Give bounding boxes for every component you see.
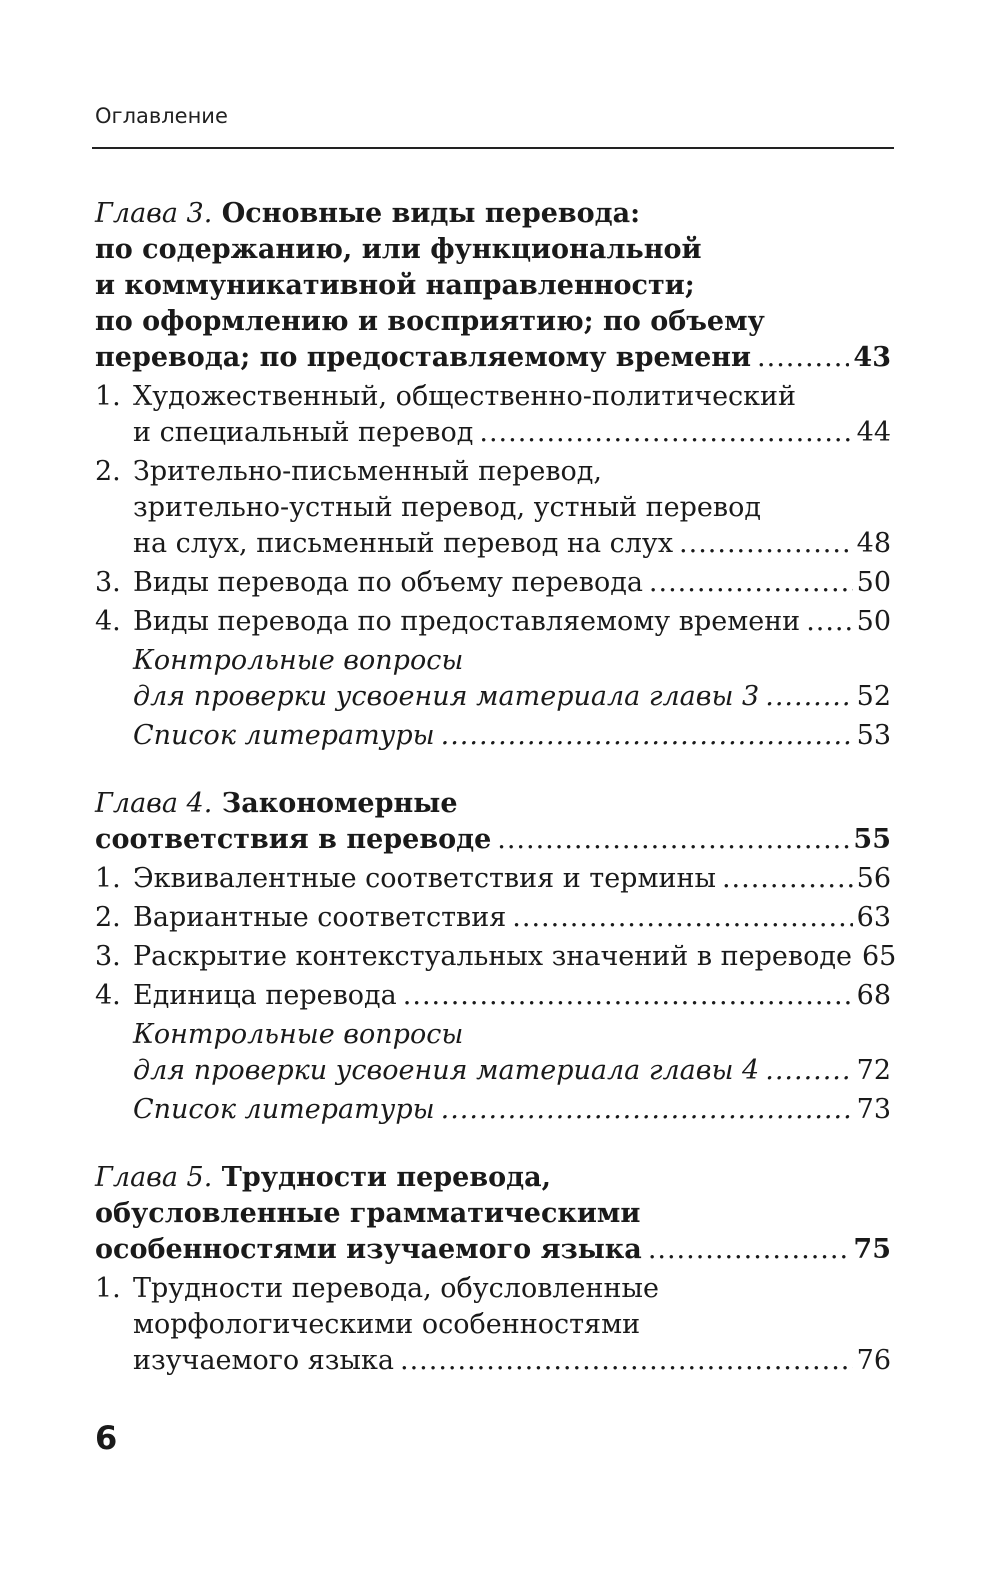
chapter-title-line: соответствия в переводе: [95, 824, 492, 855]
chapter-title-line: особенностями изучаемого языка: [95, 1234, 642, 1265]
chapter-title-line: Основные виды перевода:: [221, 198, 641, 229]
entry-text: изучаемого языка: [133, 1345, 394, 1376]
chapter-title-line: Трудности перевода,: [221, 1162, 552, 1193]
entry-text: Виды перевода по предоставляемому времени: [133, 606, 801, 637]
entry-text: Единица перевода: [133, 980, 397, 1011]
entry-text: Раскрытие контекстуальных значений в переводе: [133, 941, 852, 972]
toc-entry-questions[interactable]: [95, 1017, 891, 1089]
toc-entry[interactable]: [95, 978, 891, 1014]
chapter-title-line: Закономерные: [221, 788, 458, 819]
chapter-title-line: по содержанию, или функциональной: [95, 234, 702, 265]
page-ref: 55: [853, 824, 891, 855]
entry-text: Контрольные вопросы: [133, 1019, 464, 1050]
entry-text: зрительно-устный перевод, устный перевод: [133, 492, 761, 523]
dot-leader: [400, 1343, 853, 1379]
chapter-spacer: [95, 756, 891, 786]
page-ref: 76: [856, 1345, 891, 1376]
entry-number: 2.: [95, 902, 121, 933]
page-ref: 43: [853, 342, 891, 373]
chapter-spacer: [95, 1130, 891, 1160]
dot-leader: [679, 526, 853, 562]
chapter-4: [95, 786, 897, 1128]
dot-leader: [479, 415, 852, 451]
page-ref: 50: [856, 606, 891, 637]
toc-entry[interactable]: [95, 454, 891, 562]
dot-leader: [765, 679, 852, 715]
header-rule: [92, 147, 894, 149]
toc-entry[interactable]: [95, 565, 891, 601]
chapter-title-line: перевода; по предоставляемому времени: [95, 342, 752, 373]
entry-text: для проверки усвоения материала главы 3: [133, 681, 760, 712]
entry-text: Контрольные вопросы: [133, 645, 464, 676]
chapter-heading[interactable]: [95, 196, 891, 376]
toc-entry[interactable]: [95, 939, 897, 975]
entry-text: на слух, письменный перевод на слух: [133, 528, 674, 559]
chapter-label: Глава 5.: [95, 1162, 213, 1193]
entry-text: Художественный, общественно-политический: [133, 381, 797, 412]
dot-leader: [649, 565, 853, 601]
toc-entry-questions[interactable]: [95, 643, 891, 715]
dot-leader: [648, 1232, 850, 1268]
entry-text: морфологическими особенностями: [133, 1309, 641, 1340]
entry-number: 4.: [95, 980, 121, 1011]
entry-text: Зрительно-письменный перевод,: [133, 456, 602, 487]
entry-text: для проверки усвоения материала главы 4: [133, 1055, 760, 1086]
running-title: Оглавление: [95, 104, 228, 128]
entry-number: 3.: [95, 941, 121, 972]
table-of-contents: [95, 196, 897, 1381]
page-number: 6: [95, 1419, 118, 1457]
toc-entry[interactable]: [95, 1271, 891, 1379]
entry-text: Список литературы: [133, 720, 435, 751]
entry-text: и специальный перевод: [133, 417, 474, 448]
page-ref: 50: [856, 567, 891, 598]
dot-leader: [722, 861, 853, 897]
entry-text: Виды перевода по объему перевода: [133, 567, 643, 598]
toc-entry-literature[interactable]: [95, 1092, 891, 1128]
page-ref: 53: [856, 720, 891, 751]
entry-number: 1.: [95, 863, 121, 894]
dot-leader: [757, 340, 849, 376]
page-ref: 73: [856, 1094, 891, 1125]
dot-leader: [441, 718, 853, 754]
entry-number: 1.: [95, 1273, 121, 1304]
entry-text: Эквивалентные соответствия и термины: [133, 863, 716, 894]
entry-text: Вариантные соответствия: [133, 902, 507, 933]
chapter-heading[interactable]: [95, 1160, 891, 1268]
chapter-title-line: обусловленные грамматическими: [95, 1198, 641, 1229]
chapter-3: [95, 196, 891, 754]
page-ref: 52: [856, 681, 891, 712]
chapter-title-line: и коммуникативной направленности;: [95, 270, 695, 301]
page-ref: 56: [856, 863, 891, 894]
chapter-title-line: по оформлению и восприятию; по объему: [95, 306, 765, 337]
toc-entry-literature[interactable]: [95, 718, 891, 754]
chapter-5: [95, 1160, 891, 1379]
page-ref: 63: [856, 902, 891, 933]
dot-leader: [806, 604, 852, 640]
chapter-label: Глава 4.: [95, 788, 213, 819]
chapter-label: Глава 3.: [95, 198, 213, 229]
toc-entry[interactable]: [95, 861, 891, 897]
page-ref: 68: [856, 980, 891, 1011]
dot-leader: [497, 822, 849, 858]
entry-number: 3.: [95, 567, 121, 598]
entry-number: 1.: [95, 381, 121, 412]
entry-text: Список литературы: [133, 1094, 435, 1125]
page-ref: 72: [856, 1055, 891, 1086]
toc-entry[interactable]: [95, 604, 891, 640]
entry-number: 4.: [95, 606, 121, 637]
chapter-heading[interactable]: [95, 786, 891, 858]
toc-entry[interactable]: [95, 379, 891, 451]
toc-entry[interactable]: [95, 900, 891, 936]
page-ref: 48: [856, 528, 891, 559]
entry-number: 2.: [95, 456, 121, 487]
page-ref: 44: [856, 417, 891, 448]
dot-leader: [441, 1092, 853, 1128]
dot-leader: [403, 978, 853, 1014]
page-ref: 75: [853, 1234, 891, 1265]
dot-leader: [765, 1053, 852, 1089]
page-ref: 65: [861, 941, 897, 972]
dot-leader: [512, 900, 852, 936]
entry-text: Трудности перевода, обусловленные: [133, 1273, 659, 1304]
